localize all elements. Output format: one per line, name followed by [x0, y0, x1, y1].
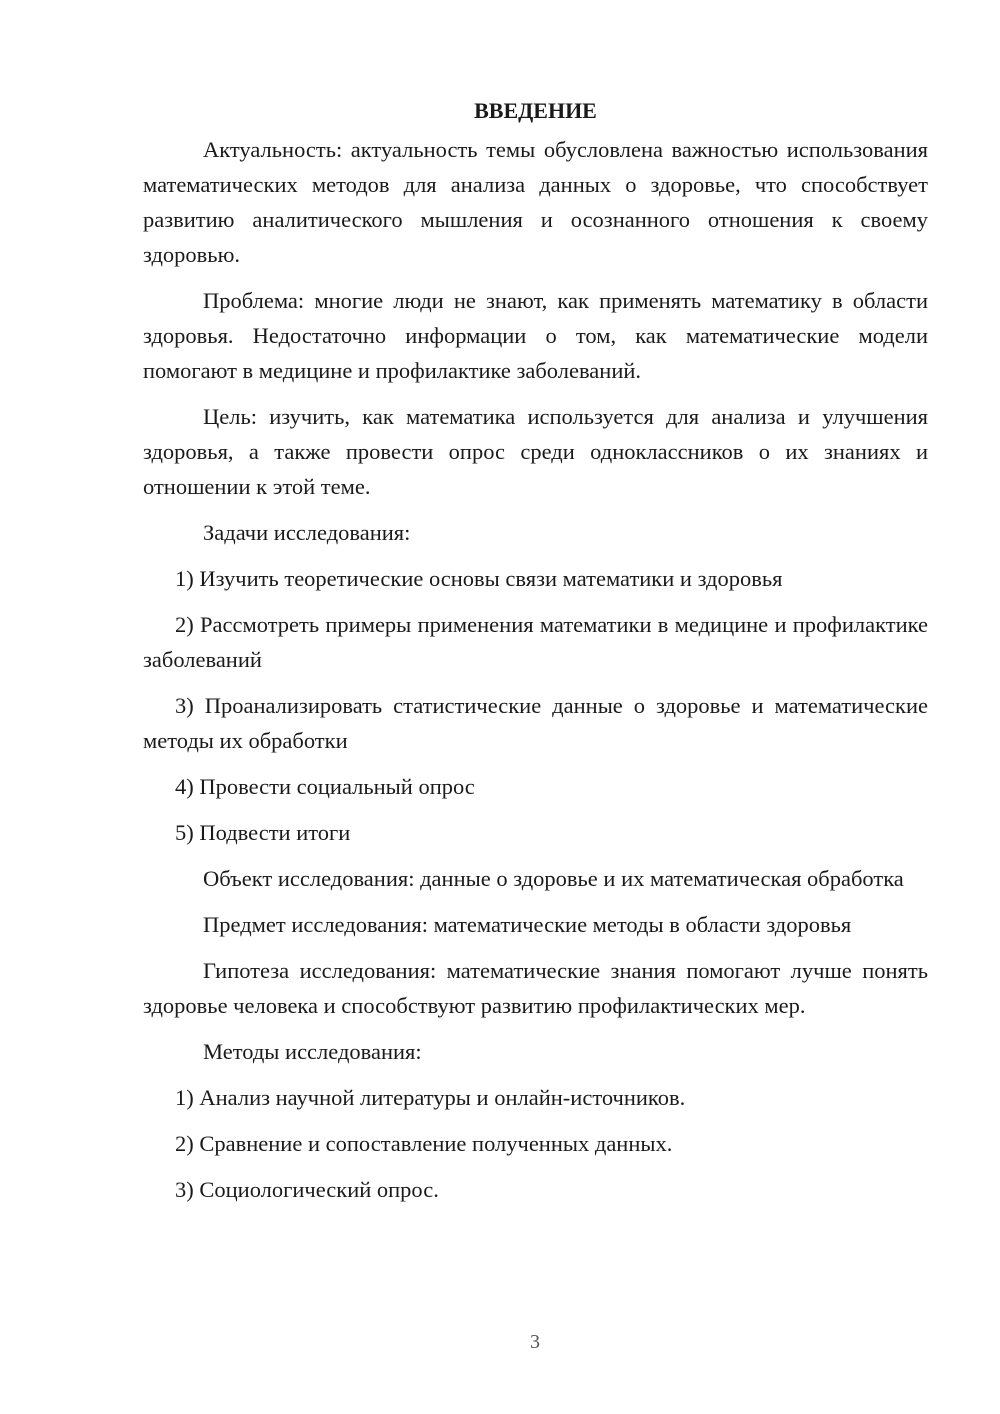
method-item: 3) Социологический опрос. [175, 1177, 439, 1202]
task-item: 5) Подвести итоги [175, 820, 351, 845]
page-number: 3 [530, 1331, 540, 1353]
tasks-title: Задачи исследования: [203, 520, 411, 545]
goal-paragraph: Цель: изучить, как математика используется для анализа и улучшения здоровья, а также провести опрос среди одноклассников о их знаниях и отношении к этой теме. [143, 404, 928, 499]
task-item: 3) Проанализировать статистические данные о здоровье и математические методы их обработки [143, 693, 928, 753]
method-item: 1) Анализ научной литературы и онлайн-источников. [175, 1085, 686, 1110]
hypothesis-paragraph: Гипотеза исследования: математические знания помогают лучше понять здоровье человека и способствуют развитию профилактических мер. [143, 958, 928, 1018]
method-item: 2) Сравнение и сопоставление полученных данных. [175, 1131, 673, 1156]
page-content [143, 92, 928, 1207]
task-item: 2) Рассмотреть примеры применения математики в медицине и профилактике заболеваний [143, 612, 928, 672]
object-paragraph: Объект исследования: данные о здоровье и их математическая обработка [203, 866, 904, 891]
relevance-paragraph: Актуальность: актуальность темы обусловлена важностью использования математических методов для анализа данных о здоровье, что способствует развитию аналитического мышления и осознанного отношения к своему здоровью. [143, 137, 928, 267]
task-item: 1) Изучить теоретические основы связи математики и здоровья [175, 566, 783, 591]
task-item: 4) Провести социальный опрос [175, 774, 475, 799]
methods-title: Методы исследования: [203, 1039, 422, 1064]
subject-paragraph: Предмет исследования: математические методы в области здоровья [203, 912, 852, 937]
problem-paragraph: Проблема: многие люди не знают, как применять математику в области здоровья. Недостаточно информации о том, как математические модели помогают в медицине и профилактике заболеваний. [143, 288, 928, 383]
section-heading: ВВЕДЕНИЕ [474, 98, 597, 123]
